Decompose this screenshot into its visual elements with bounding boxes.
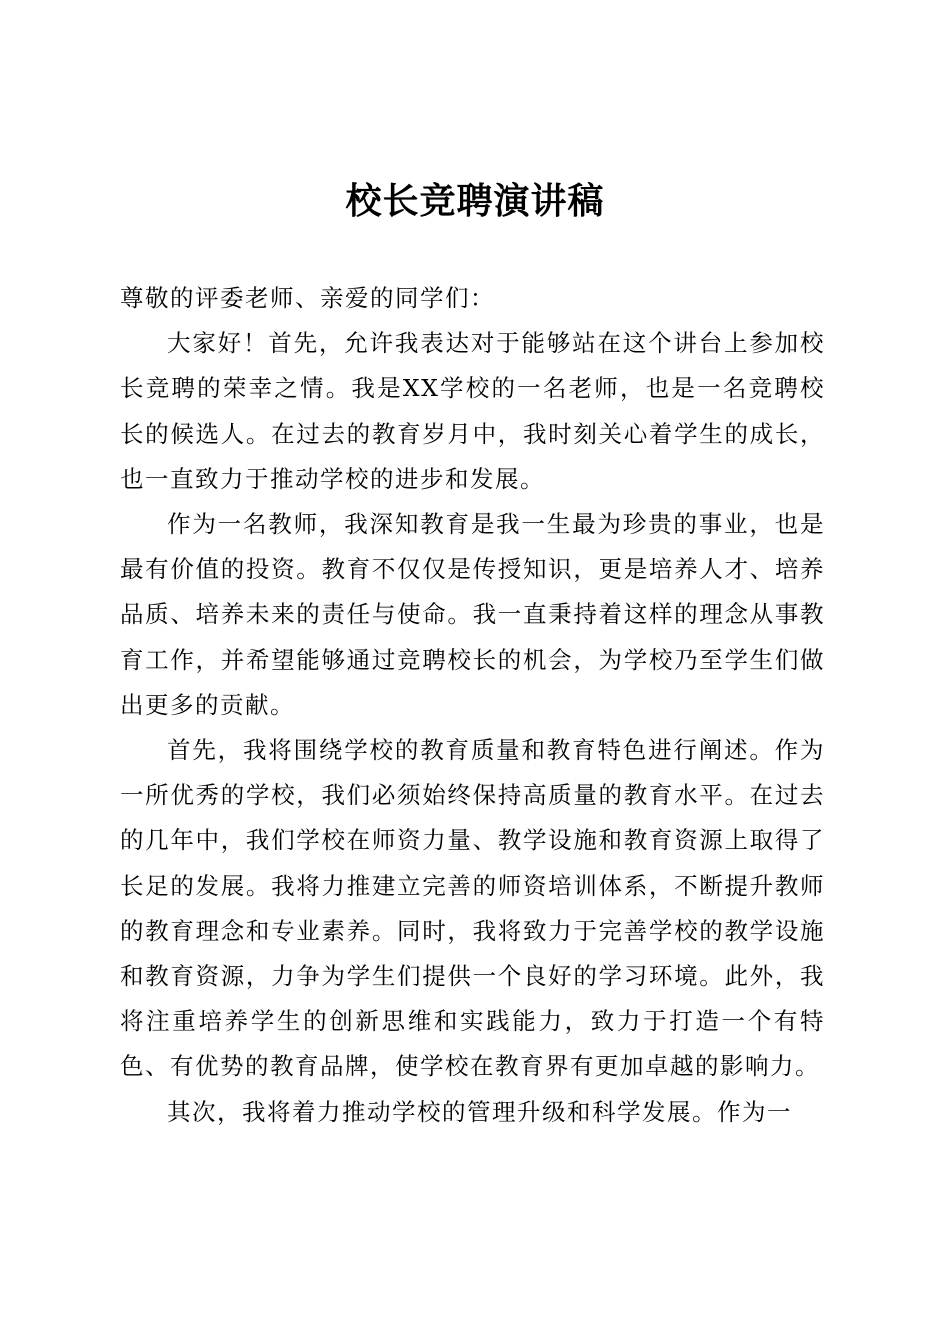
document-title: 校长竞聘演讲稿 [345, 180, 605, 222]
salutation: 尊敬的评委老师、亲爱的同学们： [120, 284, 495, 312]
paragraph-4: 其次，我将着力推动学校的管理升级和科学发展。作为一 [167, 1097, 792, 1126]
paragraph-3: 首先，我将围绕学校的教育质量和教育特色进行阐述。作为一所优秀的学校，我们必须始终保持高质量的教育水平。在过去的几年中，我们学校在师资力量、教学设施和教育资源上取得了长足的发展。我将力推建立完善的师资培训体系，不断提升教师的教育理念和专业素养。同时，我将致力于完善学校的教学设施和教育资源，力争为学生们提供一个良好的学习环境。此外，我将注重培养学生的创新思维和实践能力，致力于打造一个有特色、有优势的教育品牌，使学校在教育界有更加卓越的影响力。 [120, 736, 825, 1081]
paragraph-1: 大家好！首先，允许我表达对于能够站在这个讲台上参加校长竞聘的荣幸之情。我是XX学校的一名老师，也是一名竞聘校长的候选人。在过去的教育岁月中，我时刻关心着学生的成长，也一直致力于推动学校的进步和发展。 [120, 329, 825, 493]
paragraph-2: 作为一名教师，我深知教育是我一生最为珍贵的事业，也是最有价值的投资。教育不仅仅是传授知识，更是培养人才、培养品质、培养未来的责任与使命。我一直秉持着这样的理念从事教育工作，并希望能够通过竞聘校长的机会，为学校乃至学生们做出更多的贡献。 [120, 510, 825, 719]
document-body [120, 276, 825, 1135]
